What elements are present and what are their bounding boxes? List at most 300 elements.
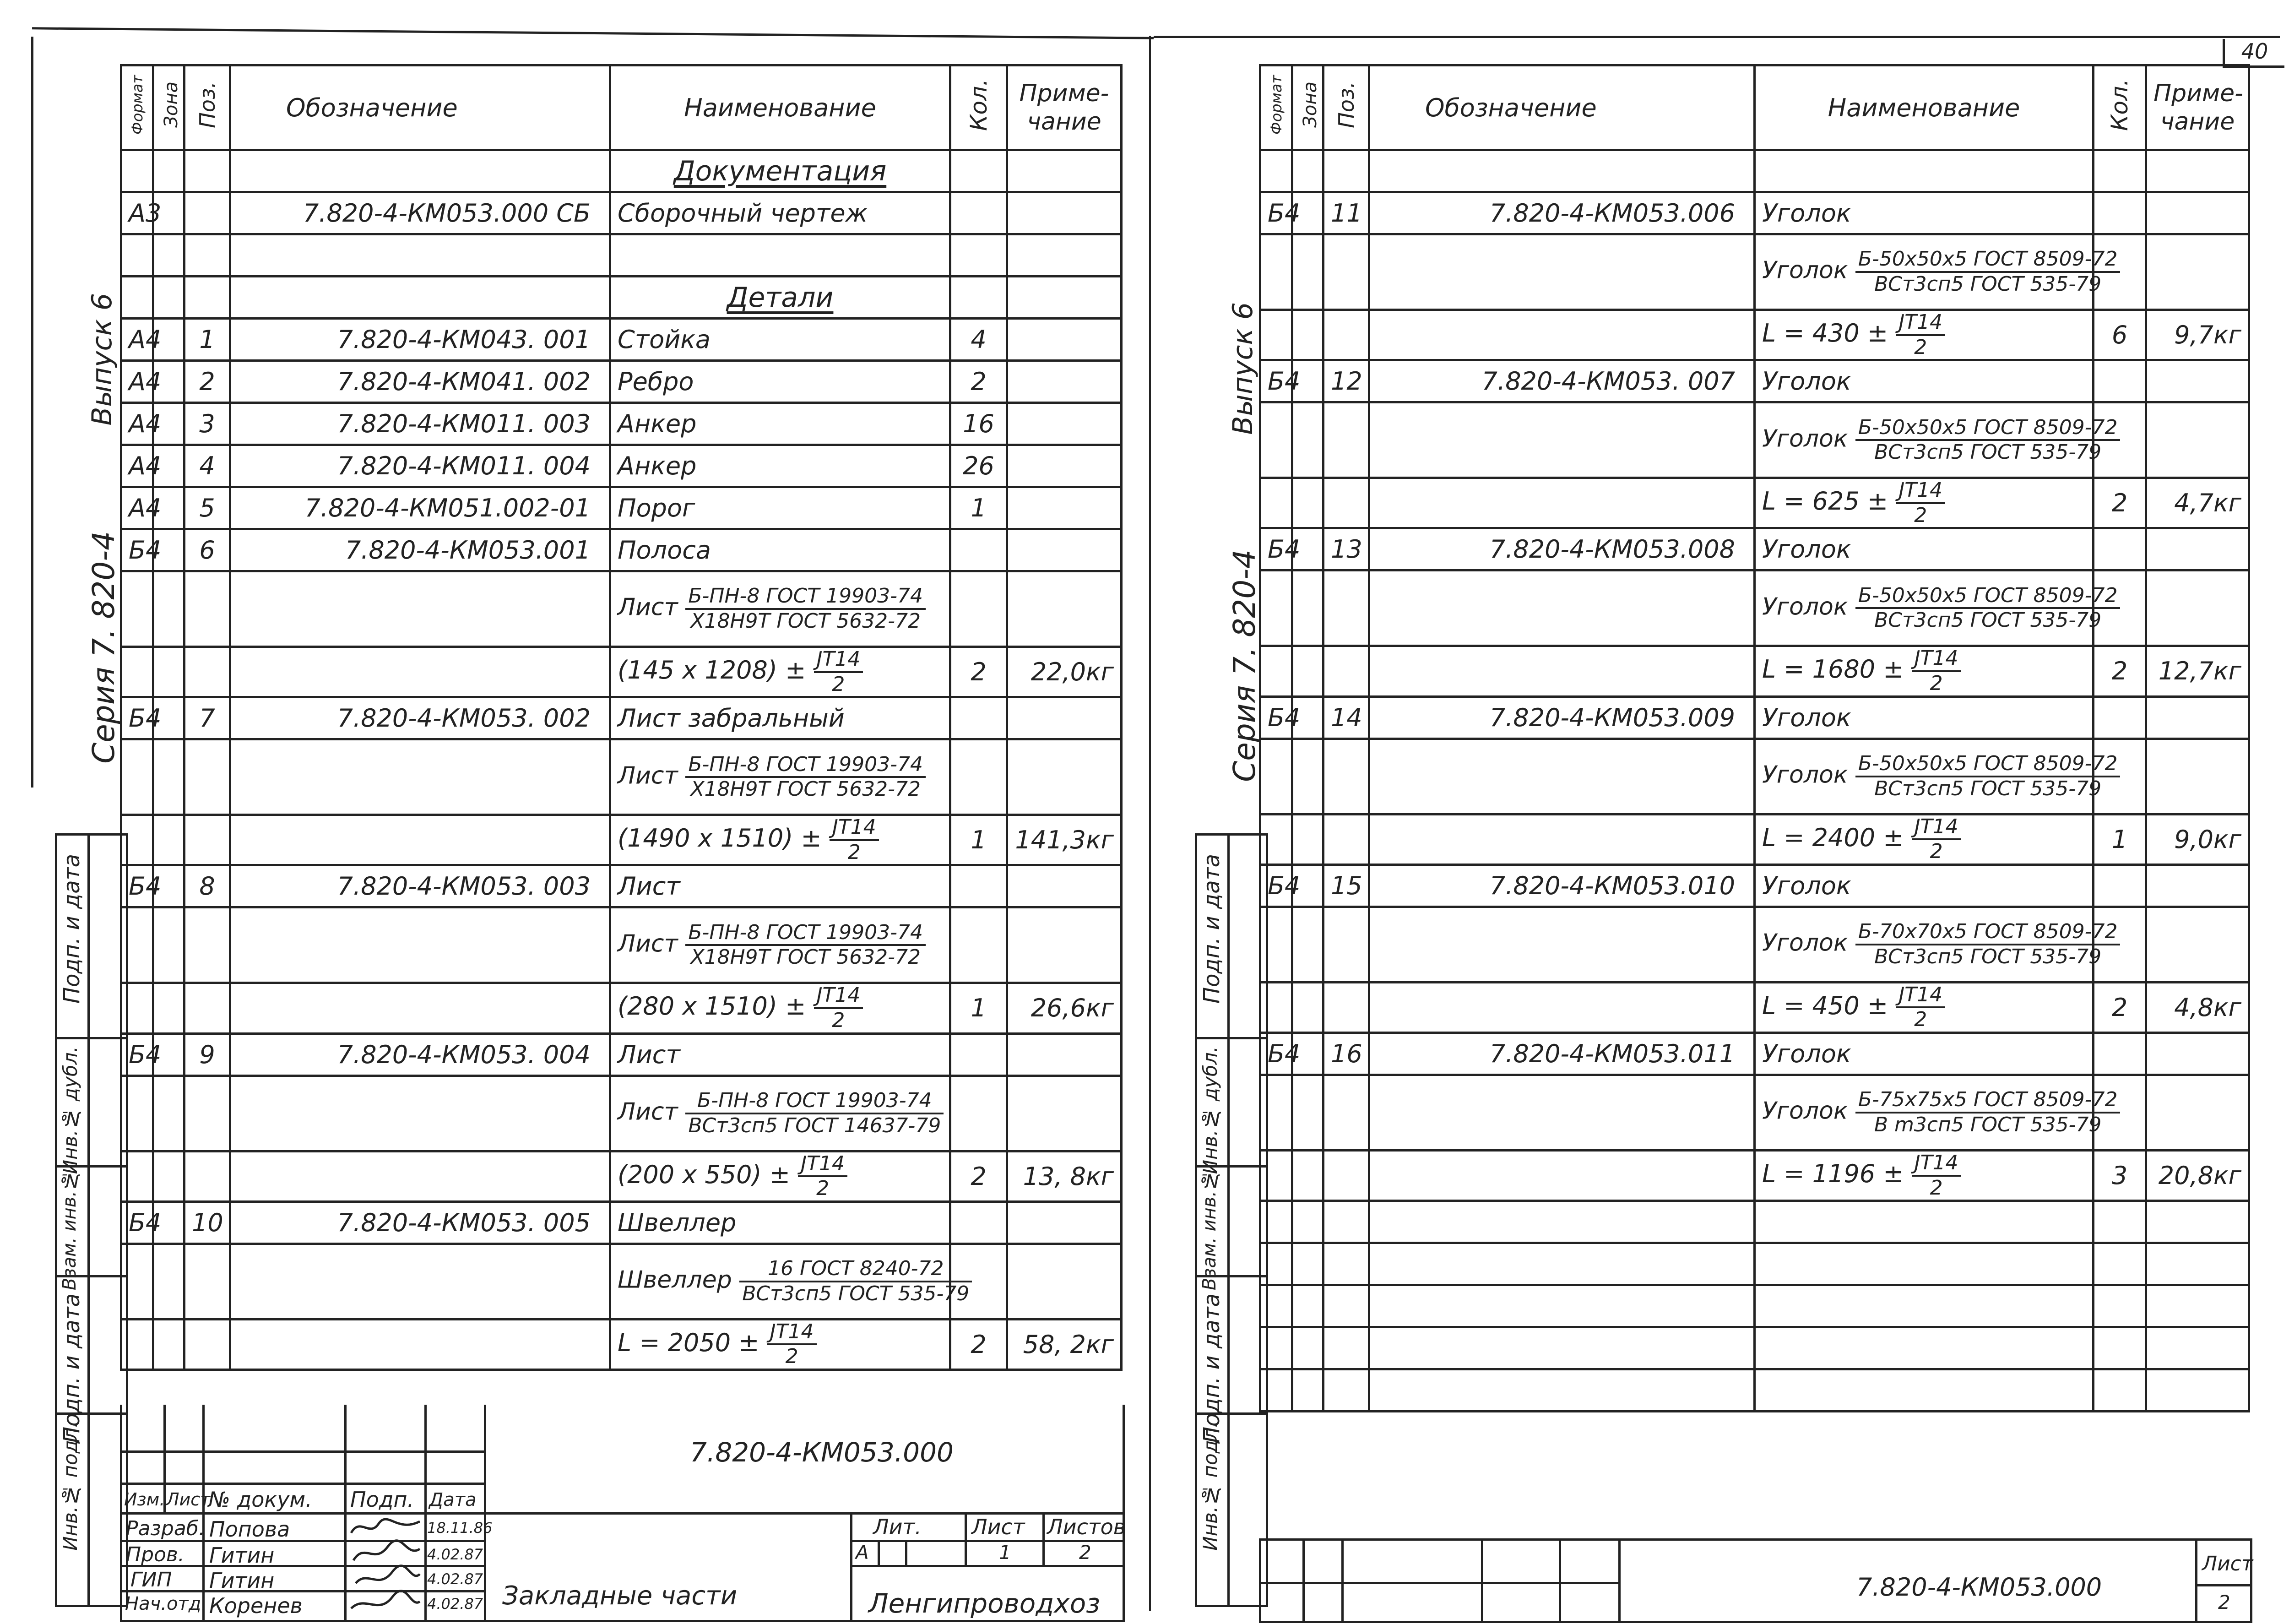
right-tb-list-value: 2 [2218, 1591, 2230, 1613]
fraction-denominator: 2 [847, 840, 861, 864]
fraction-denominator: ВСт3сп5 ГОСТ 535-79 [742, 1282, 970, 1305]
tb-listov-value: 2 [1079, 1541, 1091, 1564]
format-cell: А3 [129, 199, 162, 228]
spec-row [1260, 1369, 2249, 1412]
col-format: Формат [129, 75, 146, 135]
naimenovanie-cell: Уголок [1762, 871, 1851, 900]
header-row-right [1260, 65, 2249, 150]
fraction-numerator: JT14 [1912, 815, 1961, 841]
spec-row [121, 361, 1122, 403]
spec-row [121, 529, 1122, 571]
spec-row [1260, 864, 2249, 907]
spec-row [1260, 1201, 2249, 1243]
vypusk-label-right: Выпуск 6 [1227, 302, 1259, 435]
fraction-denominator: ВСт3сп5 ГОСТ 535-79 [1874, 272, 2102, 296]
format-cell: А4 [129, 494, 162, 522]
fraction [1896, 983, 1945, 1032]
primechanie-cell: 9,0кг [2174, 825, 2241, 854]
primechanie-cell: 58, 2кг [1023, 1330, 1114, 1359]
spec-row [121, 697, 1122, 739]
oboznachenie-cell: 7.820-4-КМ053.008 [1489, 535, 1735, 564]
primechanie-cell: 12,7кг [2158, 657, 2241, 686]
naimenovanie-cell: Лист [618, 1098, 678, 1126]
spec-row [1260, 192, 2249, 234]
tb-title: Закладные части [502, 1581, 738, 1611]
format-cell: Б4 [129, 1040, 162, 1069]
oboznachenie-cell: 7.820-4-КМ053.010 [1489, 871, 1735, 900]
right-tb-list-label: Лист [2202, 1552, 2253, 1575]
stamp-podp-data-r: Подп. и дата [1199, 854, 1225, 1004]
spec-row [1260, 739, 2249, 814]
fraction-numerator: Б-50x50x5 ГОСТ 8509-72 [1855, 248, 2121, 273]
spec-row [121, 907, 1122, 983]
fraction-denominator: 2 [785, 1345, 798, 1369]
spec-row [121, 445, 1122, 487]
stamp-inv-dubl: Инв.№ дубл. [59, 1046, 81, 1174]
col-oboznachenie: Обозначение [286, 93, 458, 122]
naimenovanie-cell: L = 2050 ± [618, 1328, 759, 1357]
fraction-numerator: JT14 [1912, 1151, 1961, 1177]
spec-row [1260, 360, 2249, 402]
tb-role-1: Пров. [126, 1543, 184, 1566]
fraction-denominator: 2 [1930, 1176, 1943, 1200]
fraction-numerator: Б-50x50x5 ГОСТ 8509-72 [1855, 416, 2121, 441]
poz-cell: 2 [199, 367, 215, 396]
fraction-denominator: 2 [1930, 671, 1943, 695]
naimenovanie-cell: L = 450 ± [1762, 991, 1888, 1020]
spec-row [121, 815, 1122, 865]
tb-name-0: Попова [209, 1517, 290, 1542]
kol-cell: 2 [971, 1162, 987, 1191]
tb-name-2: Гитин [209, 1568, 275, 1593]
fraction-numerator: 16 ГОСТ 8240-72 [739, 1257, 972, 1282]
format-cell: А4 [129, 367, 162, 396]
fraction [1855, 752, 2121, 800]
primechanie-cell: 13, 8кг [1023, 1162, 1114, 1191]
spec-row [121, 319, 1122, 361]
kol-cell: 1 [971, 826, 987, 855]
naimenovanie-cell: Ребро [618, 367, 694, 396]
format-cell: А4 [129, 409, 162, 438]
fraction-numerator: JT14 [1912, 647, 1961, 672]
poz-cell: 5 [199, 494, 215, 522]
spec-row [1260, 1150, 2249, 1200]
naimenovanie-cell: Детали [727, 281, 834, 314]
naimenovanie-cell: Сборочный чертеж [618, 199, 868, 228]
naimenovanie-cell: Лист забральный [618, 704, 845, 733]
naimenovanie-cell: L = 2400 ± [1762, 823, 1904, 852]
right-spec-body [1260, 150, 2249, 1412]
fraction [739, 1257, 972, 1305]
fraction-numerator: Б-ПН-8 ГОСТ 19903-74 [685, 1089, 944, 1114]
format-cell: Б4 [1268, 871, 1301, 900]
tb-head-dokum: № докум. [208, 1487, 312, 1512]
fraction-numerator: Б-ПН-8 ГОСТ 19903-74 [685, 585, 926, 610]
fraction-numerator: Б-50x50x5 ГОСТ 8509-72 [1855, 584, 2121, 609]
naimenovanie-cell: Швеллер [618, 1208, 737, 1237]
poz-cell: 9 [199, 1040, 215, 1069]
primechanie-cell: 141,3кг [1015, 826, 1114, 855]
primechanie-cell: 20,8кг [2158, 1161, 2241, 1190]
fraction-numerator: JT14 [830, 816, 879, 841]
format-cell: Б4 [1268, 1039, 1301, 1068]
fraction [1896, 311, 1945, 359]
oboznachenie-cell: 7.820-4-КМ053.000 СБ [303, 199, 591, 228]
kol-cell: 1 [971, 994, 987, 1023]
naimenovanie-cell: L = 430 ± [1762, 319, 1888, 348]
col-kol: Кол. [965, 78, 992, 131]
fraction-numerator: JT14 [767, 1320, 817, 1346]
fraction [685, 753, 926, 801]
col-poz-r: Поз. [1334, 81, 1359, 128]
spec-row [121, 647, 1122, 697]
naimenovanie-cell: Уголок [1762, 199, 1851, 228]
col-kol-r: Кол. [2106, 78, 2133, 131]
seriya-label-right: Серия 7. 820-4 [1227, 549, 1262, 782]
format-cell: Б4 [1268, 535, 1301, 564]
tb-head-list: Лист [166, 1489, 211, 1510]
oboznachenie-cell: 7.820-4-КМ053.009 [1489, 703, 1735, 732]
fraction-denominator: ВСт3сп5 ГОСТ 535-79 [1874, 945, 2102, 968]
fraction [1855, 920, 2121, 968]
tb-name-3: Коренев [209, 1593, 303, 1618]
naimenovanie-cell: L = 625 ± [1762, 487, 1888, 516]
right-spec-table [1259, 64, 2250, 1412]
stamp-inv-podl: Инв.№ подл. [59, 1422, 81, 1551]
tb-lit-value: А [856, 1541, 869, 1564]
spec-row [1260, 696, 2249, 739]
spec-row [121, 571, 1122, 647]
naimenovanie-cell: Стойка [618, 325, 711, 354]
tb-org: Ленгипроводхоз [868, 1588, 1101, 1619]
oboznachenie-cell: 7.820-4-КМ011. 004 [337, 451, 591, 480]
primechanie-cell: 4,8кг [2174, 993, 2241, 1022]
tb-doc-code: 7.820-4-КМ053.000 [690, 1437, 954, 1468]
format-cell: А4 [129, 325, 162, 354]
fraction [814, 648, 863, 696]
kol-cell: 26 [963, 451, 994, 480]
oboznachenie-cell: 7.820-4-КМ053. 005 [337, 1208, 591, 1237]
fraction-denominator: Х18Н9Т ГОСТ 5632-72 [690, 945, 921, 969]
tb-role-3: Нач.отд. [125, 1593, 207, 1614]
fraction-denominator: Х18Н9Т ГОСТ 5632-72 [690, 609, 921, 633]
format-cell: Б4 [129, 536, 162, 565]
kol-cell: 2 [971, 1330, 987, 1359]
fraction-denominator: Х18Н9Т ГОСТ 5632-72 [690, 777, 921, 801]
tb-listov-label: Листов [1047, 1515, 1126, 1539]
naimenovanie-cell: Уголок [1762, 1097, 1848, 1125]
spec-row [1260, 150, 2249, 192]
kol-cell: 4 [971, 325, 987, 354]
oboznachenie-cell: 7.820-4-КМ043. 001 [337, 325, 591, 354]
poz-cell: 3 [199, 409, 215, 438]
fraction-denominator: 2 [832, 1008, 845, 1032]
stamp-podp-data-2: Подп. и дата [59, 1293, 85, 1443]
spec-row [1260, 1075, 2249, 1150]
spec-row [121, 739, 1122, 815]
naimenovanie-cell: (145 x 1208) ± [618, 656, 806, 685]
col-zona-r: Зона [1300, 81, 1321, 128]
fraction-denominator: 2 [1914, 503, 1927, 527]
oboznachenie-cell: 7.820-4-КМ041. 002 [337, 367, 591, 396]
naimenovanie-cell: Анкер [618, 451, 697, 480]
spec-row [121, 1075, 1122, 1151]
fraction [830, 816, 879, 864]
naimenovanie-cell: Уголок [1762, 425, 1848, 453]
right-tb-doc-code: 7.820-4-КМ053.000 [1856, 1573, 2102, 1602]
primechanie-cell: 4,7кг [2174, 489, 2241, 518]
naimenovanie-cell: (200 x 550) ± [618, 1160, 790, 1189]
format-cell: А4 [129, 451, 162, 480]
spec-row [121, 1319, 1122, 1369]
fraction-numerator: JT14 [1896, 311, 1945, 336]
spec-row [121, 234, 1122, 277]
naimenovanie-cell: Уголок [1762, 1039, 1851, 1068]
sheet-number: 40 [2241, 39, 2268, 64]
tb-list-value: 1 [999, 1541, 1011, 1564]
fraction [1855, 584, 2121, 632]
poz-cell: 4 [199, 451, 215, 480]
kol-cell: 16 [963, 409, 994, 438]
naimenovanie-cell: Уголок [1762, 257, 1848, 284]
format-cell: Б4 [1268, 199, 1301, 228]
fraction [814, 984, 863, 1032]
kol-cell: 2 [2111, 993, 2128, 1022]
fraction-numerator: JT14 [814, 984, 863, 1009]
spec-row [1260, 1243, 2249, 1285]
oboznachenie-cell: 7.820-4-КМ053. 007 [1481, 367, 1735, 396]
fraction [798, 1152, 847, 1200]
left-spec-body [121, 150, 1122, 1370]
spec-row [1260, 570, 2249, 646]
naimenovanie-cell: L = 1680 ± [1762, 655, 1904, 684]
spec-row [1260, 478, 2249, 528]
col-primechanie: Приме-чание [1019, 79, 1109, 136]
fraction-numerator: JT14 [798, 1152, 847, 1178]
fraction-denominator: 2 [816, 1177, 830, 1200]
stamp-podp-data: Подп. и дата [59, 854, 85, 1004]
poz-cell: 6 [199, 536, 215, 565]
fraction-denominator: ВСт3сп5 ГОСТ 14637-79 [688, 1113, 941, 1137]
spec-row [121, 487, 1122, 529]
fraction-denominator: 2 [1914, 1008, 1927, 1032]
spec-row [1260, 1327, 2249, 1369]
fraction [1912, 647, 1961, 695]
tb-head-data: Дата [429, 1489, 477, 1510]
spec-row [1260, 1285, 2249, 1327]
fraction [1912, 1151, 1961, 1200]
poz-cell: 8 [199, 872, 215, 901]
naimenovanie-cell: Швеллер [618, 1266, 732, 1294]
fraction [685, 921, 926, 969]
naimenovanie-cell: Уголок [1762, 703, 1851, 732]
kol-cell: 1 [2111, 825, 2128, 854]
header-row [121, 65, 1122, 150]
kol-cell: 3 [2111, 1161, 2128, 1190]
kol-cell: 2 [971, 367, 987, 396]
fraction [1855, 248, 2121, 296]
fraction-denominator: 2 [832, 672, 845, 696]
fraction [1855, 416, 2121, 464]
naimenovanie-cell: L = 1196 ± [1762, 1159, 1904, 1189]
fraction-numerator: Б-50x50x5 ГОСТ 8509-72 [1855, 752, 2121, 777]
naimenovanie-cell: Порог [618, 494, 695, 522]
tb-lit-label: Лит. [873, 1515, 922, 1539]
col-format-r: Формат [1268, 75, 1285, 135]
spec-row [121, 865, 1122, 907]
format-cell: Б4 [1268, 367, 1301, 396]
fraction-numerator: Б-70x70x5 ГОСТ 8509-72 [1855, 920, 2121, 945]
oboznachenie-cell: 7.820-4-КМ053.006 [1489, 199, 1735, 228]
poz-cell: 15 [1331, 871, 1362, 900]
spec-row [1260, 528, 2249, 570]
spec-row [121, 192, 1122, 234]
fraction [1896, 479, 1945, 527]
tb-head-izm: Изм. [124, 1489, 165, 1510]
tb-date-0: 18.11.86 [427, 1519, 493, 1537]
kol-cell: 1 [971, 494, 987, 522]
oboznachenie-cell: 7.820-4-КМ053. 004 [337, 1040, 591, 1069]
col-naimenovanie-r: Наименование [1828, 93, 2020, 122]
signature-marks [347, 1515, 424, 1620]
poz-cell: 10 [192, 1208, 223, 1237]
primechanie-cell: 22,0кг [1031, 657, 1114, 687]
stamp-podp-data-2-r: Подп. и дата [1199, 1293, 1225, 1443]
fraction-denominator: 2 [1930, 840, 1943, 864]
tb-name-1: Гитин [209, 1543, 275, 1568]
format-cell: Б4 [129, 1208, 162, 1237]
naimenovanie-cell: Лист [618, 930, 678, 958]
tb-list-label: Лист [971, 1515, 1025, 1539]
fraction [1855, 1088, 2121, 1136]
kol-cell: 2 [971, 657, 987, 687]
spec-row [121, 1033, 1122, 1075]
naimenovanie-cell: Анкер [618, 409, 697, 438]
left-spec-table [120, 64, 1123, 1371]
oboznachenie-cell: 7.820-4-КМ011. 003 [337, 409, 591, 438]
poz-cell: 12 [1331, 367, 1362, 396]
col-primechanie-r: Приме-чание [2153, 79, 2243, 136]
fraction-denominator: 2 [1914, 335, 1927, 359]
tb-role-0: Разраб. [126, 1517, 205, 1540]
spec-row [1260, 234, 2249, 310]
spec-row [1260, 814, 2249, 864]
side-stamp-right [1195, 833, 1268, 1607]
tb-date-3: 4.02.87 [427, 1595, 483, 1613]
fraction-numerator: JT14 [1896, 479, 1945, 504]
spec-row [121, 403, 1122, 445]
tb-date-1: 4.02.87 [427, 1546, 483, 1563]
tb-head-podp: Подп. [350, 1487, 414, 1512]
poz-cell: 13 [1331, 535, 1362, 564]
right-title-block [1259, 1538, 2252, 1623]
fraction [685, 1089, 944, 1137]
oboznachenie-cell: 7.820-4-КМ053. 002 [337, 704, 591, 733]
fraction-denominator: ВСт3сп5 ГОСТ 535-79 [1874, 777, 2102, 800]
naimenovanie-cell: Документация [673, 155, 887, 187]
poz-cell: 1 [199, 325, 215, 354]
poz-cell: 11 [1331, 199, 1362, 228]
poz-cell: 14 [1331, 703, 1362, 732]
spec-row [121, 277, 1122, 319]
naimenovanie-cell: Уголок [1762, 367, 1851, 396]
spec-row [121, 1151, 1122, 1201]
naimenovanie-cell: Уголок [1762, 593, 1848, 621]
naimenovanie-cell: Уголок [1762, 929, 1848, 957]
fraction-numerator: Б-75x75x5 ГОСТ 8509-72 [1855, 1088, 2121, 1113]
primechanie-cell: 9,7кг [2174, 320, 2241, 350]
tb-role-2: ГИП [130, 1568, 172, 1591]
spec-row [1260, 982, 2249, 1032]
fraction-numerator: Б-ПН-8 ГОСТ 19903-74 [685, 921, 926, 946]
fraction [1912, 815, 1961, 864]
stamp-inv-podl-r: Инв.№ подл. [1199, 1422, 1221, 1551]
kol-cell: 2 [2111, 657, 2128, 686]
spec-row [121, 1244, 1122, 1319]
spec-row [1260, 310, 2249, 360]
naimenovanie-cell: Лист [618, 594, 678, 621]
stamp-vzam-inv-r: Взам. инв.№ [1199, 1170, 1220, 1291]
poz-cell: 7 [199, 704, 215, 733]
naimenovanie-cell: Лист [618, 872, 680, 901]
naimenovanie-cell: Лист [618, 762, 678, 790]
fraction-numerator: Б-ПН-8 ГОСТ 19903-74 [685, 753, 926, 778]
col-poz: Поз. [195, 81, 220, 128]
col-naimenovanie: Наименование [684, 93, 876, 122]
spec-row [1260, 1032, 2249, 1075]
title-block [120, 1405, 1125, 1622]
format-cell: Б4 [129, 872, 162, 901]
stamp-vzam-inv: Взам. инв.№ [59, 1170, 80, 1291]
naimenovanie-cell: Полоса [618, 536, 711, 565]
naimenovanie-cell: (1490 x 1510) ± [618, 824, 822, 853]
spec-row [121, 150, 1122, 192]
poz-cell: 16 [1331, 1039, 1362, 1068]
spec-row [1260, 646, 2249, 696]
fraction-denominator: В m3сп5 ГОСТ 535-79 [1874, 1113, 2102, 1136]
tb-date-2: 4.02.87 [427, 1570, 483, 1588]
side-stamp [55, 833, 128, 1607]
fraction-denominator: ВСт3сп5 ГОСТ 535-79 [1874, 440, 2102, 464]
spec-row [1260, 907, 2249, 982]
fraction [685, 585, 926, 633]
oboznachenie-cell: 7.820-4-КМ053.001 [345, 536, 591, 565]
seriya-label: Серия 7. 820-4 [86, 531, 121, 764]
format-cell: Б4 [129, 704, 162, 733]
spec-row [121, 983, 1122, 1033]
spec-row [121, 1201, 1122, 1244]
fraction-numerator: JT14 [814, 648, 863, 673]
oboznachenie-cell: 7.820-4-КМ053.011 [1489, 1039, 1735, 1068]
col-oboznachenie-r: Обозначение [1425, 93, 1597, 122]
primechanie-cell: 26,6кг [1031, 994, 1114, 1023]
spec-row [1260, 402, 2249, 478]
col-zona: Зона [161, 81, 182, 128]
fraction [767, 1320, 817, 1369]
fraction-numerator: JT14 [1896, 983, 1945, 1009]
oboznachenie-cell: 7.820-4-КМ051.002-01 [304, 494, 591, 522]
oboznachenie-cell: 7.820-4-КМ053. 003 [337, 872, 591, 901]
right-page [1149, 0, 2289, 1624]
naimenovanie-cell: Лист [618, 1040, 680, 1069]
kol-cell: 2 [2111, 489, 2128, 518]
kol-cell: 6 [2111, 320, 2128, 350]
stamp-inv-dubl-r: Инв.№ дубл. [1199, 1046, 1221, 1174]
fraction-denominator: ВСт3сп5 ГОСТ 535-79 [1874, 608, 2102, 632]
format-cell: Б4 [1268, 703, 1301, 732]
naimenovanie-cell: Уголок [1762, 761, 1848, 789]
vypusk-label: Выпуск 6 [86, 293, 118, 426]
